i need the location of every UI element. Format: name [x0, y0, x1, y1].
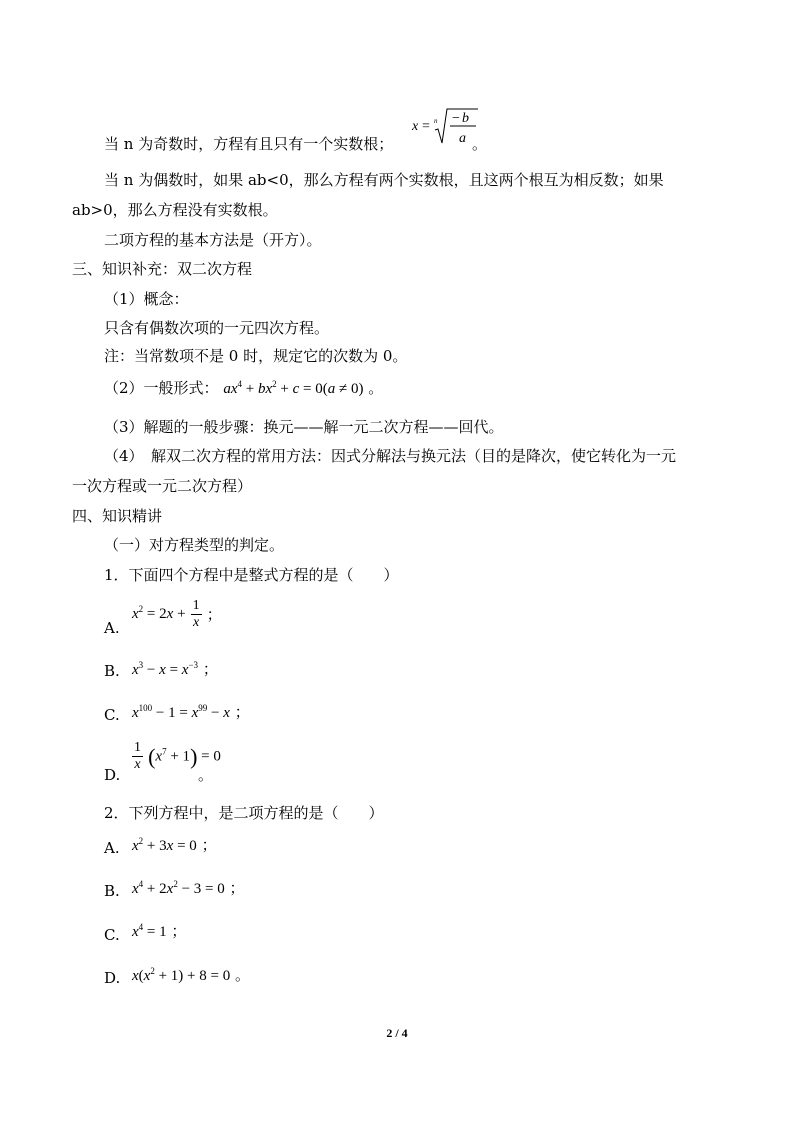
text-line: （4） 解双二次方程的常用方法：因式分解法与换元法（目的是降次，使它转化为一元 [104, 447, 677, 465]
option-a-formula: $x^2 + 3x = 0$ ； [132, 836, 217, 854]
svg-text:=: = [422, 119, 430, 134]
text-line: （1）概念： [104, 290, 189, 308]
semicolon: ； [206, 605, 222, 624]
question-2: 2．下列方程中，是二项方程的是（ ） [104, 804, 384, 822]
option-label-a: A. [104, 839, 120, 857]
semicolon: ； [171, 922, 187, 940]
subsection-heading: （一）对方程类型的判定。 [104, 536, 285, 554]
text-line: （3）解题的一般步骤：换元——解一元二次方程——回代。 [104, 418, 504, 436]
semicolon: ； [234, 703, 250, 721]
option-label-b: B. [104, 882, 120, 900]
text-line: 当 n 为偶数时，如果 ab<0，那么方程有两个实数根，且这两个根互为相反数；如果 [104, 171, 664, 189]
option-label-d: D. [104, 766, 121, 784]
svg-text:−: − [452, 111, 460, 126]
text-line: 一次方程或一元二次方程） [72, 477, 253, 495]
semicolon: ； [201, 836, 217, 854]
option-c-formula: $x^{100} - 1 = x^{99} - x$ ； [132, 703, 250, 721]
semicolon: ； [229, 879, 245, 897]
text-line: 二项方程的基本方法是（开方）。 [104, 231, 322, 249]
svg-text:x: x [412, 119, 419, 134]
option-d-formula: $x(x^2 + 1) + 8 = 0$ 。 [132, 966, 251, 984]
text-line: 只含有偶数次项的一元四次方程。 [104, 319, 330, 337]
general-form-formula: $ax^4 + bx^2 + c = 0(a \ne 0)$ [223, 379, 364, 397]
option-d-formula: $\frac{1}{x}$ $(x^7 + 1) = 0$ [134, 740, 221, 772]
general-form-label: （2）一般形式： [104, 379, 219, 397]
option-label-c: C. [104, 926, 120, 944]
page-number: 2 / 4 [386, 1026, 408, 1040]
option-label-d: D. [104, 969, 121, 987]
period: 。 [368, 379, 384, 397]
question-1: 1．下面四个方程中是整式方程的是（ ） [104, 566, 399, 584]
option-b-formula: $x^4 + 2x^2 - 3 = 0$ ； [132, 879, 245, 897]
odd-case-text: 当 n 为奇数时，方程有且只有一个实数根； [104, 135, 394, 153]
text-line [104, 378, 383, 399]
section-heading: 四、知识精讲 [72, 507, 163, 525]
svg-text:n: n [434, 117, 438, 125]
option-b-formula: $x^3 - x = x^{-3}$ ； [132, 660, 218, 678]
option-label-b: B. [104, 662, 120, 680]
svg-text:a: a [459, 131, 466, 146]
text-line: ab>0，那么方程没有实数根。 [72, 201, 278, 219]
svg-text:b: b [462, 111, 469, 126]
section-heading: 三、知识补充：双二次方程 [72, 260, 253, 278]
text-line [104, 134, 393, 154]
period: 。 [472, 135, 488, 153]
period: 。 [198, 766, 214, 784]
text-line: 注：当常数项不是 0 时，规定它的次数为 0。 [104, 347, 408, 365]
semicolon: ； [202, 660, 218, 678]
option-label-a: A. [104, 619, 120, 637]
period: 。 [235, 966, 251, 984]
option-c-formula: $x^4 = 1$ ； [132, 922, 187, 940]
option-a-formula: $x^2 = 2x$ + $\frac{1}{x}$ ； [132, 597, 222, 630]
option-label-c: C. [104, 706, 120, 724]
